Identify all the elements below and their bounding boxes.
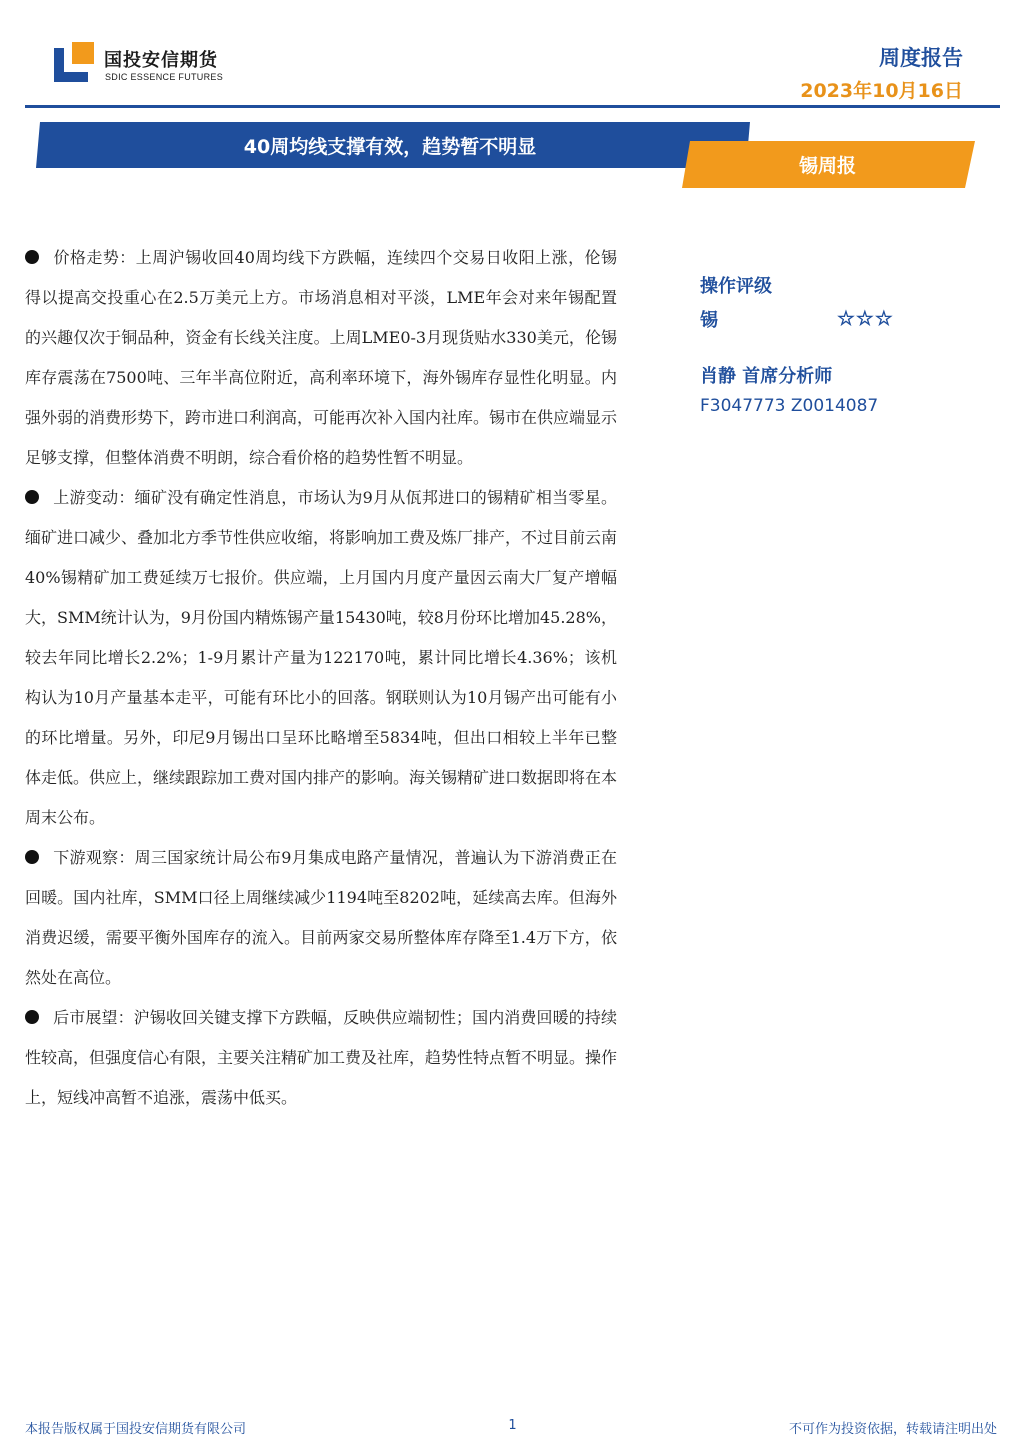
report-title: 40周均线支撑有效，趋势暂不明显 — [243, 136, 537, 158]
page-footer — [0, 1418, 1025, 1438]
sidebar-info — [700, 272, 910, 416]
footer-disclaimer: 不可作为投资依据，转载请注明出处 — [788, 1422, 997, 1437]
report-date: 2023年10月16日 — [800, 80, 963, 102]
logo-mark-icon — [54, 42, 94, 82]
title-banner — [0, 118, 1025, 190]
rating-stars-icon: ☆☆☆ — [837, 306, 894, 330]
paragraph-upstream: 上游变动：缅矿没有确定性消息，市场认为9月从佤邦进口的锡精矿相当零星。缅矿进口减少、叠加北方季节性供应收缩，将影响加工费及炼厂排产，不过目前云南40%锡精矿加工费延续万七报价。供应端，上月国内月度产量因云南大厂复产增幅大，SMM统计认为，9月份国内精炼锡产量15430吨，较8月份环比增加45.28%，较去年同比增长2.2%；1-9月累计产量为122170吨，累计同比增长4.36%；该机构认为10月产量基本走平，可能有环比小的回落。钢联则认为10月锡产出可能有小的环比增量。另外，印尼9月锡出口呈环比略增至5834吨，但出口相较上半年已整体走低。供应上，继续跟踪加工费对国内排产的影响。海关锡精矿进口数据即将在本周末公布。 — [25, 488, 618, 827]
report-category-tag: 锡周报 — [798, 155, 856, 177]
report-body — [25, 238, 617, 1118]
bullet-icon — [25, 490, 39, 504]
company-logo — [54, 40, 244, 90]
rating-item: 锡 — [700, 310, 718, 331]
paragraph-price-trend: 价格走势：上周沪锡收回40周均线下方跌幅，连续四个交易日收阳上涨，伦锡得以提高交投重心在2.5万美元上方。市场消息相对平淡，LME年会对来年锡配置的兴趣仅次于铜品种，资金有长线关注度。上周LME0-3月现货贴水330美元，伦锡库存震荡在7500吨、三年半高位附近，高利率环境下，海外锡库存显性化明显。内强外弱的消费形势下，跨市进口利润高，可能再次补入国内社库。锡市在供应端显示足够支撑，但整体消费不明朗，综合看价格的趋势性暂不明显。 — [25, 248, 618, 467]
page-number: 1 — [508, 1418, 517, 1433]
footer-copyright: 本报告版权属于国投安信期货有限公司 — [25, 1422, 247, 1437]
logo-name-cn: 国投安信期货 — [104, 50, 218, 71]
bullet-icon — [25, 1010, 39, 1024]
header-divider — [25, 105, 1000, 108]
bullet-icon — [25, 250, 39, 264]
analyst-license: F3047773 Z0014087 — [700, 396, 879, 416]
paragraph-downstream: 下游观察：周三国家统计局公布9月集成电路产量情况，普遍认为下游消费正在回暖。国内社库，SMM口径上周继续减少1194吨至8202吨，延续高去库。但海外消费迟缓，需要平衡外国库存的流入。目前两家交易所整体库存降至1.4万下方，依然处在高位。 — [25, 848, 617, 987]
paragraph-outlook: 后市展望：沪锡收回关键支撑下方跌幅，反映供应端韧性；国内消费回暖的持续性较高，但强度信心有限，主要关注精矿加工费及社库，趋势性特点暂不明显。操作上，短线冲高暂不追涨，震荡中低买。 — [25, 1008, 618, 1107]
logo-name-en: SDIC ESSENCE FUTURES — [105, 72, 224, 82]
bullet-icon — [25, 850, 39, 864]
rating-row — [700, 306, 910, 362]
analyst-name: 肖静 首席分析师 — [700, 366, 833, 387]
rating-title: 操作评级 — [700, 276, 772, 297]
report-type: 周度报告 — [879, 46, 963, 70]
